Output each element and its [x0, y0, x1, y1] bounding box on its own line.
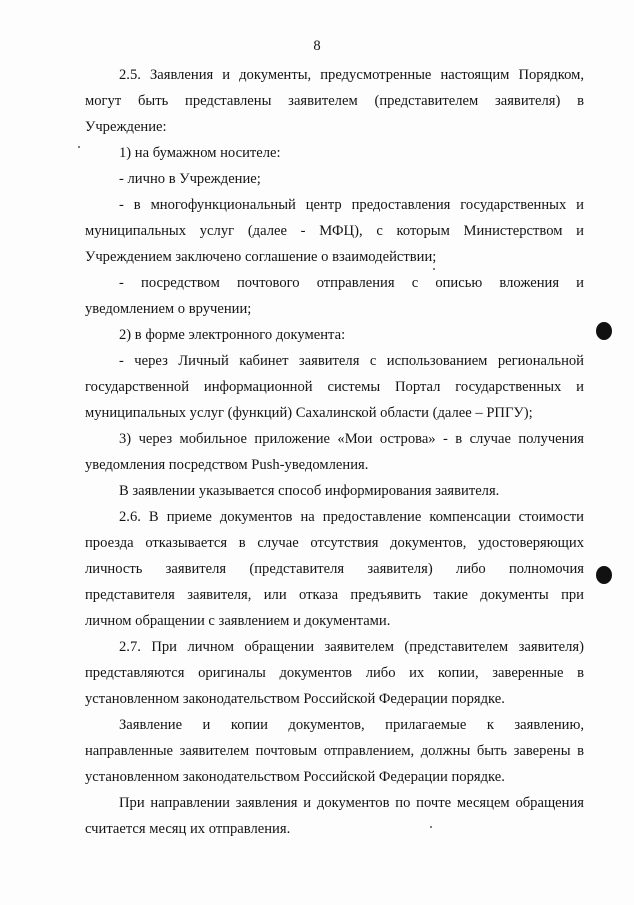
text-line: 2.7. При личном обращении заявителем (представителем заявителя): [119, 639, 584, 655]
text-line: Учреждением заключено соглашение о взаимодействии;: [85, 249, 437, 265]
text-line: 2) в форме электронного документа:: [119, 327, 346, 343]
text-line: уведомлением о вручении;: [85, 301, 252, 317]
text-line: уведомления посредством Push-уведомления.: [85, 457, 369, 473]
text-line: В заявлении указывается способ информирования заявителя.: [119, 483, 500, 499]
text-line: Учреждение:: [85, 119, 167, 135]
punch-hole: [596, 322, 612, 340]
text-line: личном обращении с заявлением и документами.: [85, 613, 391, 629]
text-line: установленном законодательством Российской Федерации порядке.: [85, 691, 505, 707]
text-line: - лично в Учреждение;: [119, 171, 261, 187]
text-line: муниципальных услуг (функций) Сахалинской области (далее – РПГУ);: [85, 405, 533, 421]
text-line: При направлении заявления и документов по почте месяцем обращения: [119, 795, 584, 811]
page-number: 8: [313, 38, 321, 54]
text-line: - в многофункциональный центр предоставления государственных и: [119, 197, 584, 213]
text-line: Заявление и копии документов, прилагаемые к заявлению,: [119, 717, 584, 733]
text-line: 3) через мобильное приложение «Мои острова» - в случае получения: [119, 431, 584, 447]
text-line: представляются оригиналы документов либо их копии, заверенные в: [85, 665, 584, 681]
text-line: 2.6. В приеме документов на предоставление компенсации стоимости: [119, 509, 584, 525]
text-line: проезда отказывается в случае отсутствия документов, удостоверяющих: [85, 535, 584, 551]
text-line: представителя заявителя, или отказа предъявить такие документы при: [85, 587, 584, 603]
text-line: считается месяц их отправления.: [85, 821, 291, 837]
text-line: личность заявителя (представителя заявителя) либо полномочия: [85, 561, 584, 577]
text-line: 1) на бумажном носителе:: [119, 145, 281, 161]
text-line: 2.5. Заявления и документы, предусмотренные настоящим Порядком,: [119, 67, 584, 83]
scan-speck: [430, 826, 432, 828]
text-line: муниципальных услуг (далее - МФЦ), с которым Министерством и: [85, 223, 584, 239]
text-line: - посредством почтового отправления с описью вложения и: [119, 275, 584, 291]
text-line: направленные заявителем почтовым отправлением, должны быть заверены в: [85, 743, 584, 759]
text-line: - через Личный кабинет заявителя с использованием региональной: [119, 353, 584, 369]
scan-speck: [433, 268, 435, 270]
punch-hole: [596, 566, 612, 584]
text-line: установленном законодательством Российской Федерации порядке.: [85, 769, 505, 785]
scan-speck: [78, 146, 80, 148]
text-line: могут быть представлены заявителем (представителем заявителя) в: [85, 93, 584, 109]
text-line: государственной информационной системы Портал государственных и: [85, 379, 584, 395]
